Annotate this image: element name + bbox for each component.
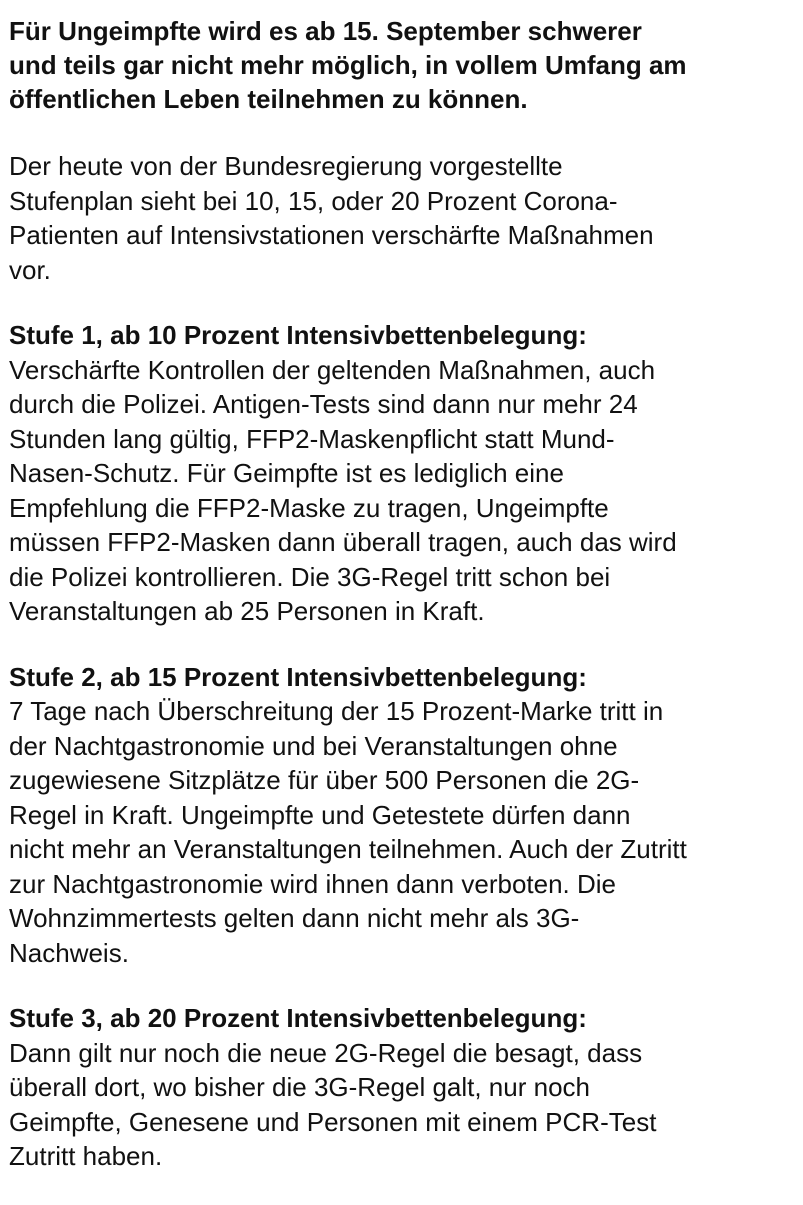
stage-1-line: die Polizei kontrollieren. Die 3G-Regel tritt schon bei xyxy=(9,561,611,592)
stage-1-heading: Stufe 1, ab 10 Prozent Intensivbettenbelegung: xyxy=(9,320,587,350)
intro-line: Stufenplan sieht bei 10, 15, oder 20 Prozent Corona- xyxy=(9,185,618,216)
stage-3-line: Zutritt haben. xyxy=(9,1141,163,1171)
stage-2-line: zugewiesene Sitzplätze für über 500 Personen die 2G- xyxy=(9,765,640,795)
stage-2-line: zur Nachtgastronomie wird ihnen dann verboten. Die xyxy=(9,868,617,899)
stage-2-line: 7 Tage nach Überschreitung der 15 Prozent-Marke tritt in xyxy=(9,696,664,726)
stage-1-line: Verschärfte Kontrollen der geltenden Maßnahmen, auch xyxy=(9,354,656,385)
stage-1-section xyxy=(9,318,799,629)
lead-line: und teils gar nicht mehr möglich, in vollem Umfang am xyxy=(9,50,687,80)
stage-3-line: überall dort, wo bisher die 3G-Regel galt, nur noch xyxy=(9,1072,590,1102)
stage-1-line: durch die Polizei. Antigen-Tests sind dann nur mehr 24 xyxy=(9,389,638,419)
stage-1-line: Nasen-Schutz. Für Geimpfte ist es lediglich eine xyxy=(9,458,564,488)
lead-line: Für Ungeimpfte wird es ab 15. September schwerer xyxy=(9,16,642,46)
stage-3-section xyxy=(9,1001,799,1174)
stage-2-line: der Nachtgastronomie und bei Veranstaltungen ohne xyxy=(9,730,618,761)
intro-paragraph xyxy=(9,149,799,287)
stage-2-section xyxy=(9,660,799,971)
stage-1-line: Veranstaltungen ab 25 Personen in Kraft. xyxy=(9,596,485,626)
intro-line: vor. xyxy=(9,254,51,285)
stage-2-line: Nachweis. xyxy=(9,937,129,968)
stage-2-line: nicht mehr an Veranstaltungen teilnehmen. Auch der Zutritt xyxy=(9,834,687,864)
stage-2-heading: Stufe 2, ab 15 Prozent Intensivbettenbelegung: xyxy=(9,661,587,692)
stage-2-line: Regel in Kraft. Ungeimpfte und Getestete dürfen dann xyxy=(9,799,631,830)
article-body xyxy=(9,14,799,1205)
lead-line: öffentlichen Leben teilnehmen zu können. xyxy=(9,84,528,114)
intro-line: Der heute von der Bundesregierung vorgestellte xyxy=(9,151,563,181)
stage-1-line: Empfehlung die FFP2-Maske zu tragen, Ungeimpfte xyxy=(9,492,609,523)
stage-3-line: Geimpfte, Genesene und Personen mit einem PCR-Test xyxy=(9,1106,657,1137)
stage-2-line: Wohnzimmertests gelten dann nicht mehr als 3G- xyxy=(9,903,580,933)
stage-3-heading: Stufe 3, ab 20 Prozent Intensivbettenbelegung: xyxy=(9,1003,587,1033)
stage-3-line: Dann gilt nur noch die neue 2G-Regel die besagt, dass xyxy=(9,1037,643,1068)
stage-1-line: müssen FFP2-Masken dann überall tragen, auch das wird xyxy=(9,527,677,557)
stage-1-line: Stunden lang gültig, FFP2-Maskenpflicht statt Mund- xyxy=(9,423,615,454)
intro-line: Patienten auf Intensivstationen verschärfte Maßnahmen xyxy=(9,220,654,250)
article-lead xyxy=(9,14,799,116)
